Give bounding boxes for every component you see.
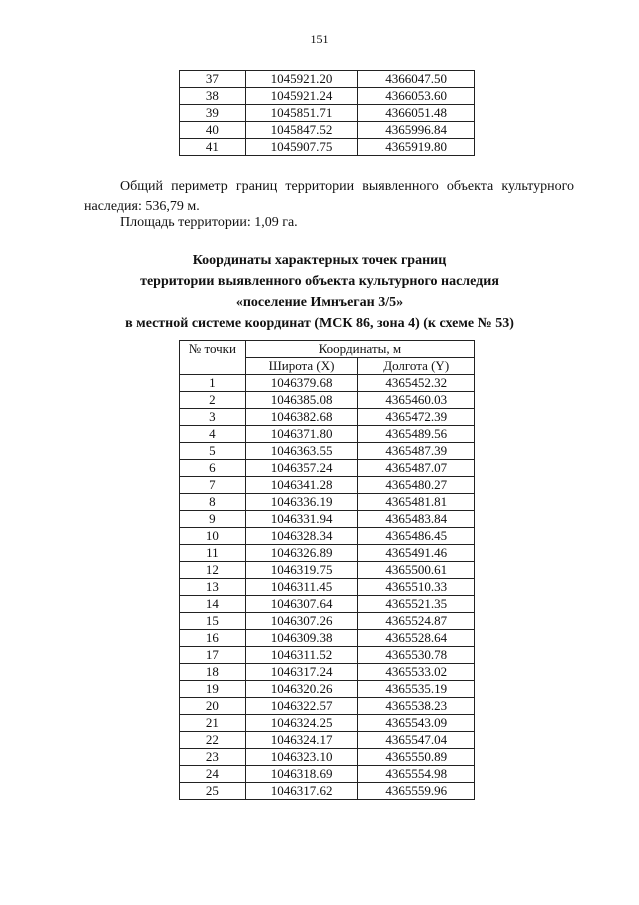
longitude-cell: 4365452.32: [358, 375, 475, 392]
point-number-cell: 39: [180, 105, 246, 122]
point-number-cell: 3: [180, 409, 246, 426]
point-number-cell: 14: [180, 596, 246, 613]
latitude-cell: 1046311.45: [245, 579, 358, 596]
point-number-cell: 1: [180, 375, 246, 392]
latitude-cell: 1046309.38: [245, 630, 358, 647]
point-number-cell: 5: [180, 443, 246, 460]
latitude-cell: 1046322.57: [245, 698, 358, 715]
table-row: [180, 698, 475, 715]
table-row: [180, 732, 475, 749]
latitude-cell: 1046320.26: [245, 681, 358, 698]
point-number-cell: 7: [180, 477, 246, 494]
table-row: [180, 749, 475, 766]
longitude-cell: 4365554.98: [358, 766, 475, 783]
table-body: [180, 375, 475, 800]
latitude-cell: 1046307.64: [245, 596, 358, 613]
table-body: [180, 71, 475, 156]
longitude-cell: 4365521.35: [358, 596, 475, 613]
heading-line-3: «поселение Имнъеган 3/5»: [235, 295, 404, 310]
latitude-cell: 1045921.24: [245, 88, 358, 105]
table-row: [180, 494, 475, 511]
point-number-cell: 16: [180, 630, 246, 647]
latitude-cell: 1046307.26: [245, 613, 358, 630]
point-number-cell: 41: [180, 139, 246, 156]
table-row: [180, 528, 475, 545]
table-row: [180, 88, 475, 105]
header-coordinates: Координаты, м: [245, 341, 474, 358]
point-number-cell: 23: [180, 749, 246, 766]
table-row: [180, 443, 475, 460]
perimeter-paragraph: Общий периметр границ территории выявленного объекта культурного наследия: 536,79 м.: [84, 179, 574, 214]
latitude-cell: 1046357.24: [245, 460, 358, 477]
latitude-cell: 1046318.69: [245, 766, 358, 783]
header-point-number: № точки: [180, 341, 246, 375]
table-row: [180, 681, 475, 698]
point-number-cell: 4: [180, 426, 246, 443]
table-row: [180, 392, 475, 409]
table-row: [180, 783, 475, 800]
longitude-cell: 4365472.39: [358, 409, 475, 426]
longitude-cell: 4365491.46: [358, 545, 475, 562]
longitude-cell: 4365538.23: [358, 698, 475, 715]
table-row: [180, 122, 475, 139]
point-number-cell: 21: [180, 715, 246, 732]
longitude-cell: 4365483.84: [358, 511, 475, 528]
table-row: [180, 766, 475, 783]
longitude-cell: 4365500.61: [358, 562, 475, 579]
table-row: [180, 511, 475, 528]
coordinates-table: [179, 340, 475, 800]
point-number-cell: 25: [180, 783, 246, 800]
latitude-cell: 1046324.17: [245, 732, 358, 749]
table-row: [180, 545, 475, 562]
longitude-cell: 4365919.80: [358, 139, 475, 156]
table-row: [180, 664, 475, 681]
header-latitude: Широта (X): [245, 358, 358, 375]
point-number-cell: 8: [180, 494, 246, 511]
latitude-cell: 1046371.80: [245, 426, 358, 443]
point-number-cell: 11: [180, 545, 246, 562]
heading-line-4: в местной системе координат (МСК 86, зона 4) (к схеме № 53): [125, 316, 514, 331]
longitude-cell: 4366051.48: [358, 105, 475, 122]
table-row: [180, 630, 475, 647]
longitude-cell: 4365535.19: [358, 681, 475, 698]
point-number-cell: 38: [180, 88, 246, 105]
longitude-cell: 4365460.03: [358, 392, 475, 409]
longitude-cell: 4365547.04: [358, 732, 475, 749]
table-row: [180, 579, 475, 596]
latitude-cell: 1046323.10: [245, 749, 358, 766]
latitude-cell: 1046382.68: [245, 409, 358, 426]
header-row: [180, 341, 475, 358]
longitude-cell: 4365481.81: [358, 494, 475, 511]
point-number-cell: 10: [180, 528, 246, 545]
table-row: [180, 105, 475, 122]
point-number-cell: 37: [180, 71, 246, 88]
latitude-cell: 1046317.62: [245, 783, 358, 800]
longitude-cell: 4365543.09: [358, 715, 475, 732]
point-number-cell: 22: [180, 732, 246, 749]
longitude-cell: 4365550.89: [358, 749, 475, 766]
table-row: [180, 477, 475, 494]
longitude-cell: 4365487.39: [358, 443, 475, 460]
table-row: [180, 375, 475, 392]
latitude-cell: 1046379.68: [245, 375, 358, 392]
table-row: [180, 613, 475, 630]
point-number-cell: 17: [180, 647, 246, 664]
point-number-cell: 24: [180, 766, 246, 783]
latitude-cell: 1046317.24: [245, 664, 358, 681]
latitude-cell: 1046341.28: [245, 477, 358, 494]
point-number-cell: 13: [180, 579, 246, 596]
latitude-cell: 1046324.25: [245, 715, 358, 732]
table-row: [180, 647, 475, 664]
heading-line-1: Координаты характерных точек границ: [192, 253, 447, 268]
longitude-cell: 4365524.87: [358, 613, 475, 630]
longitude-cell: 4366053.60: [358, 88, 475, 105]
coordinates-table-continued: [179, 70, 475, 156]
table-row: [180, 139, 475, 156]
latitude-cell: 1046336.19: [245, 494, 358, 511]
table-row: [180, 71, 475, 88]
latitude-cell: 1045921.20: [245, 71, 358, 88]
longitude-cell: 4365533.02: [358, 664, 475, 681]
longitude-cell: 4365528.64: [358, 630, 475, 647]
point-number-cell: 6: [180, 460, 246, 477]
table-row: [180, 715, 475, 732]
point-number-cell: 12: [180, 562, 246, 579]
longitude-cell: 4365489.56: [358, 426, 475, 443]
latitude-cell: 1046328.34: [245, 528, 358, 545]
longitude-cell: 4365559.96: [358, 783, 475, 800]
longitude-cell: 4365996.84: [358, 122, 475, 139]
point-number-cell: 2: [180, 392, 246, 409]
table-row: [180, 409, 475, 426]
latitude-cell: 1045907.75: [245, 139, 358, 156]
latitude-cell: 1046311.52: [245, 647, 358, 664]
point-number-cell: 15: [180, 613, 246, 630]
longitude-cell: 4365480.27: [358, 477, 475, 494]
latitude-cell: 1046326.89: [245, 545, 358, 562]
area-paragraph: Площадь территории: 1,09 га.: [120, 215, 298, 230]
point-number-cell: 20: [180, 698, 246, 715]
point-number-cell: 40: [180, 122, 246, 139]
table-row: [180, 426, 475, 443]
longitude-cell: 4366047.50: [358, 71, 475, 88]
heading-line-2: территории выявленного объекта культурного наследия: [140, 274, 499, 289]
latitude-cell: 1046319.75: [245, 562, 358, 579]
latitude-cell: 1045851.71: [245, 105, 358, 122]
table-row: [180, 596, 475, 613]
point-number-cell: 19: [180, 681, 246, 698]
header-longitude: Долгота (Y): [358, 358, 475, 375]
longitude-cell: 4365530.78: [358, 647, 475, 664]
longitude-cell: 4365487.07: [358, 460, 475, 477]
latitude-cell: 1045847.52: [245, 122, 358, 139]
page-number: 151: [310, 32, 329, 46]
point-number-cell: 18: [180, 664, 246, 681]
latitude-cell: 1046363.55: [245, 443, 358, 460]
latitude-cell: 1046331.94: [245, 511, 358, 528]
latitude-cell: 1046385.08: [245, 392, 358, 409]
table-row: [180, 562, 475, 579]
table-row: [180, 460, 475, 477]
longitude-cell: 4365486.45: [358, 528, 475, 545]
point-number-cell: 9: [180, 511, 246, 528]
longitude-cell: 4365510.33: [358, 579, 475, 596]
